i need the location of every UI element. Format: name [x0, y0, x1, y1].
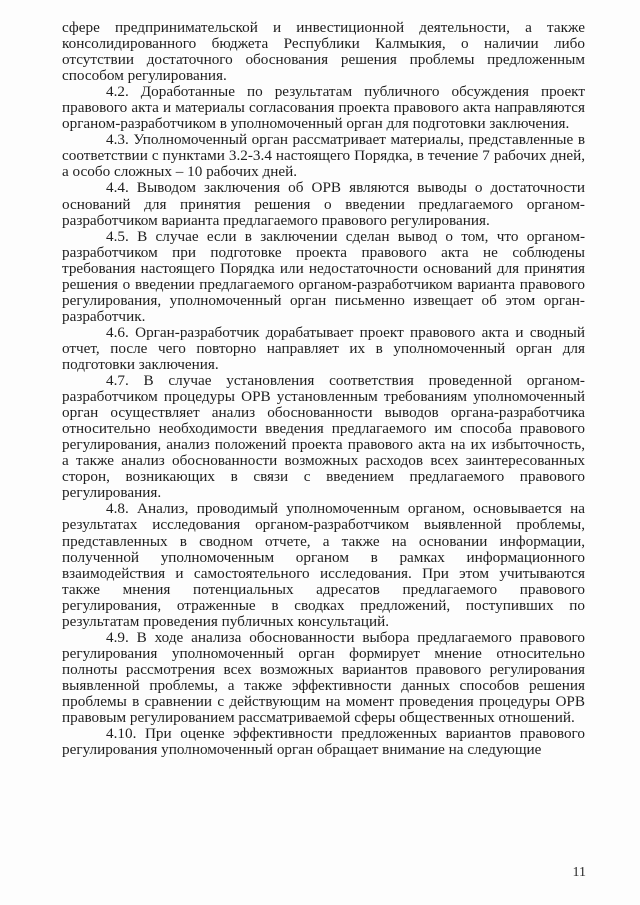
paragraph-4-2: 4.2. Доработанные по результатам публичного обсуждения проект правового акта и материалы согласования проекта правового акта направляются органом-разработчиком в уполномоченный орган для подготовки заключения.: [62, 83, 585, 133]
paragraph-4-9: 4.9. В ходе анализа обоснованности выбора предлагаемого правового регулирования уполномоченный орган формирует мнение относительно полноты рассмотрения всех возможных вариантов правового регулирования выявленной проблемы, а также эффективности данных способов решения проблемы в сравнении с действующим на момент проведения процедуры ОРВ правовым регулированием рассматриваемой сферы общественных отношений.: [62, 628, 585, 727]
paragraph-4-6: 4.6. Орган-разработчик дорабатывает проект правового акта и сводный отчет, после чего повторно направляет их в уполномоченный орган для подготовки заключения.: [62, 323, 585, 373]
paragraph-4-4: 4.4. Выводом заключения об ОРВ являются выводы о достаточности оснований для принятия решения о введении предлагаемого органом-разработчиком варианта предлагаемого правового регулирования.: [62, 179, 585, 229]
paragraph-4-7: 4.7. В случае установления соответствия проведенной органом-разработчиком процедуры ОРВ установленным требованиям уполномоченный орган осуществляет анализ обоснованности выводов органа-разработчика относительно необходимости введения предлагаемого им способа правового регулирования, анализ положений проекта правового акта на их избыточность, а также анализ обоснованности возможных расходов всех заинтересованных сторон, возникающих в связи с введением предлагаемого правового регулирования.: [62, 372, 585, 502]
paragraph-4-5: 4.5. В случае если в заключении сделан вывод о том, что органом-разработчиком при подготовке проекта правового акта не соблюдены требования настоящего Порядка или недостаточности оснований для принятия решения о введении предлагаемого органом-разработчиком варианта правового регулирования, уполномоченный орган письменно извещает об этом орган-разработчик.: [62, 227, 585, 325]
paragraph-continuation: сфере предпринимательской и инвестиционной деятельности, а также консолидированного бюджета Республики Калмыкия, о наличии либо отсутствии достаточного обоснования решения проблемы предложенным способом регулирования.: [62, 19, 585, 85]
paragraph-4-3: 4.3. Уполномоченный орган рассматривает материалы, представленные в соответствии с пунктами 3.2-3.4 настоящего Порядка, в течение 7 рабочих дней, а особо сложных – 10 рабочих дней.: [62, 131, 585, 181]
document-body: [62, 20, 585, 758]
paragraph-4-10: 4.10. При оценке эффективности предложенных вариантов правового регулирования уполномоченный орган обращает внимание на следующие: [62, 725, 585, 759]
page-number: 11: [572, 865, 586, 880]
paragraph-4-8: 4.8. Анализ, проводимый уполномоченным органом, основывается на результатах исследования органом-разработчиком выявленной проблемы, представленных в сводном отчете, а также на основании информации, полученной уполномоченным органом в рамках информационного взаимодействия и самостоятельного исследования. При этом учитываются также мнения потенциальных адресатов предлагаемого правового регулирования, отраженные в сводках предложений, поступивших по результатам проведения публичных консультаций.: [62, 500, 585, 630]
